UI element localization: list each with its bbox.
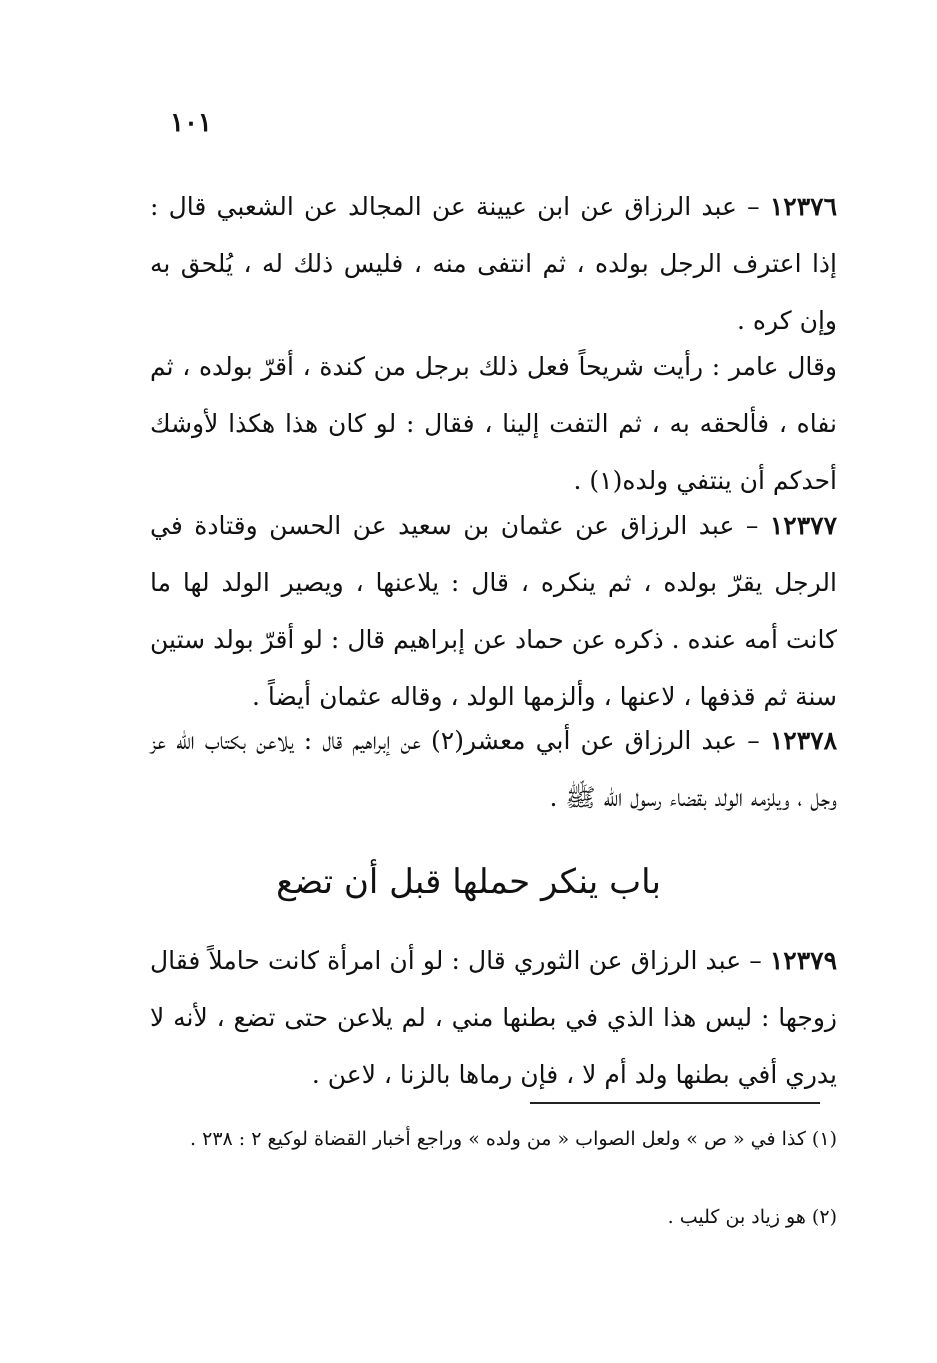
hadith-number: ١٢٣٧٧ [769, 511, 837, 540]
hadith-number: ١٢٣٧٦ [769, 192, 837, 221]
footnote: (١) كذا في « ص » ولعل الصواب « من ولده » وراجع أخبار القضاة لوكيع ٢ : ٢٣٨ . [190, 1128, 837, 1150]
footnote-divider [530, 1102, 820, 1104]
hadith-paragraph [150, 338, 837, 509]
hadith-paragraph [150, 497, 837, 725]
hadith-text: – عبد الرزاق عن الثوري قال : لو أن امرأة كانت حاملاً فقال زوجها : ليس هذا الذي في بطنها مني ، لم يلاعن حتى تضع ، لأنه لا يدري أفي بطنها ولد أم لا ، فإن رماها بالزنا ، لاعن . [150, 946, 837, 1089]
chapter-title: باب ينكر حملها قبل أن تضع [276, 862, 661, 902]
hadith-text: – عبد الرزاق عن أبي معشر(٢) عن إبراهيم قال : يلاعن بكتاب الله عز وجل ، ويلزمه الولد بقضاء رسول الله ﷺ . [150, 726, 837, 812]
hadith-paragraph [150, 712, 837, 826]
hadith-text: وقال عامر : رأيت شريحاً فعل ذلك برجل من كندة ، أقرّ بولده ، ثم نفاه ، فألحقه به ، ثم التفت إلينا ، فقال : لو كان هذا هكذا لأوشك أحدكم أن ينتفي ولده(١) . [150, 352, 837, 495]
hadith-number: ١٢٣٧٩ [769, 946, 837, 975]
hadith-paragraph [150, 178, 837, 349]
hadith-text: – عبد الرزاق عن ابن عيينة عن المجالد عن الشعبي قال : إذا اعترف الرجل بولده ، ثم انتفى منه ، فليس ذلك له ، يُلحق به وإن كره . [150, 192, 837, 335]
footnote: (٢) هو زياد بن كليب . [667, 1206, 837, 1228]
hadith-number: ١٢٣٧٨ [769, 726, 837, 755]
hadith-paragraph [150, 932, 837, 1103]
hadith-text: – عبد الرزاق عن عثمان بن سعيد عن الحسن وقتادة في الرجل يقرّ بولده ، ثم ينكره ، قال : يلاعنها ، ويصير الولد لها ما كانت أمه عنده . ذكره عن حماد عن إبراهيم قال : لو أقرّ بولد ستين سنة ثم قذفها ، لاعنها ، وألزمها الولد ، وقاله عثمان أيضاً . [150, 511, 837, 711]
page-number: ١٠١ [170, 108, 212, 138]
